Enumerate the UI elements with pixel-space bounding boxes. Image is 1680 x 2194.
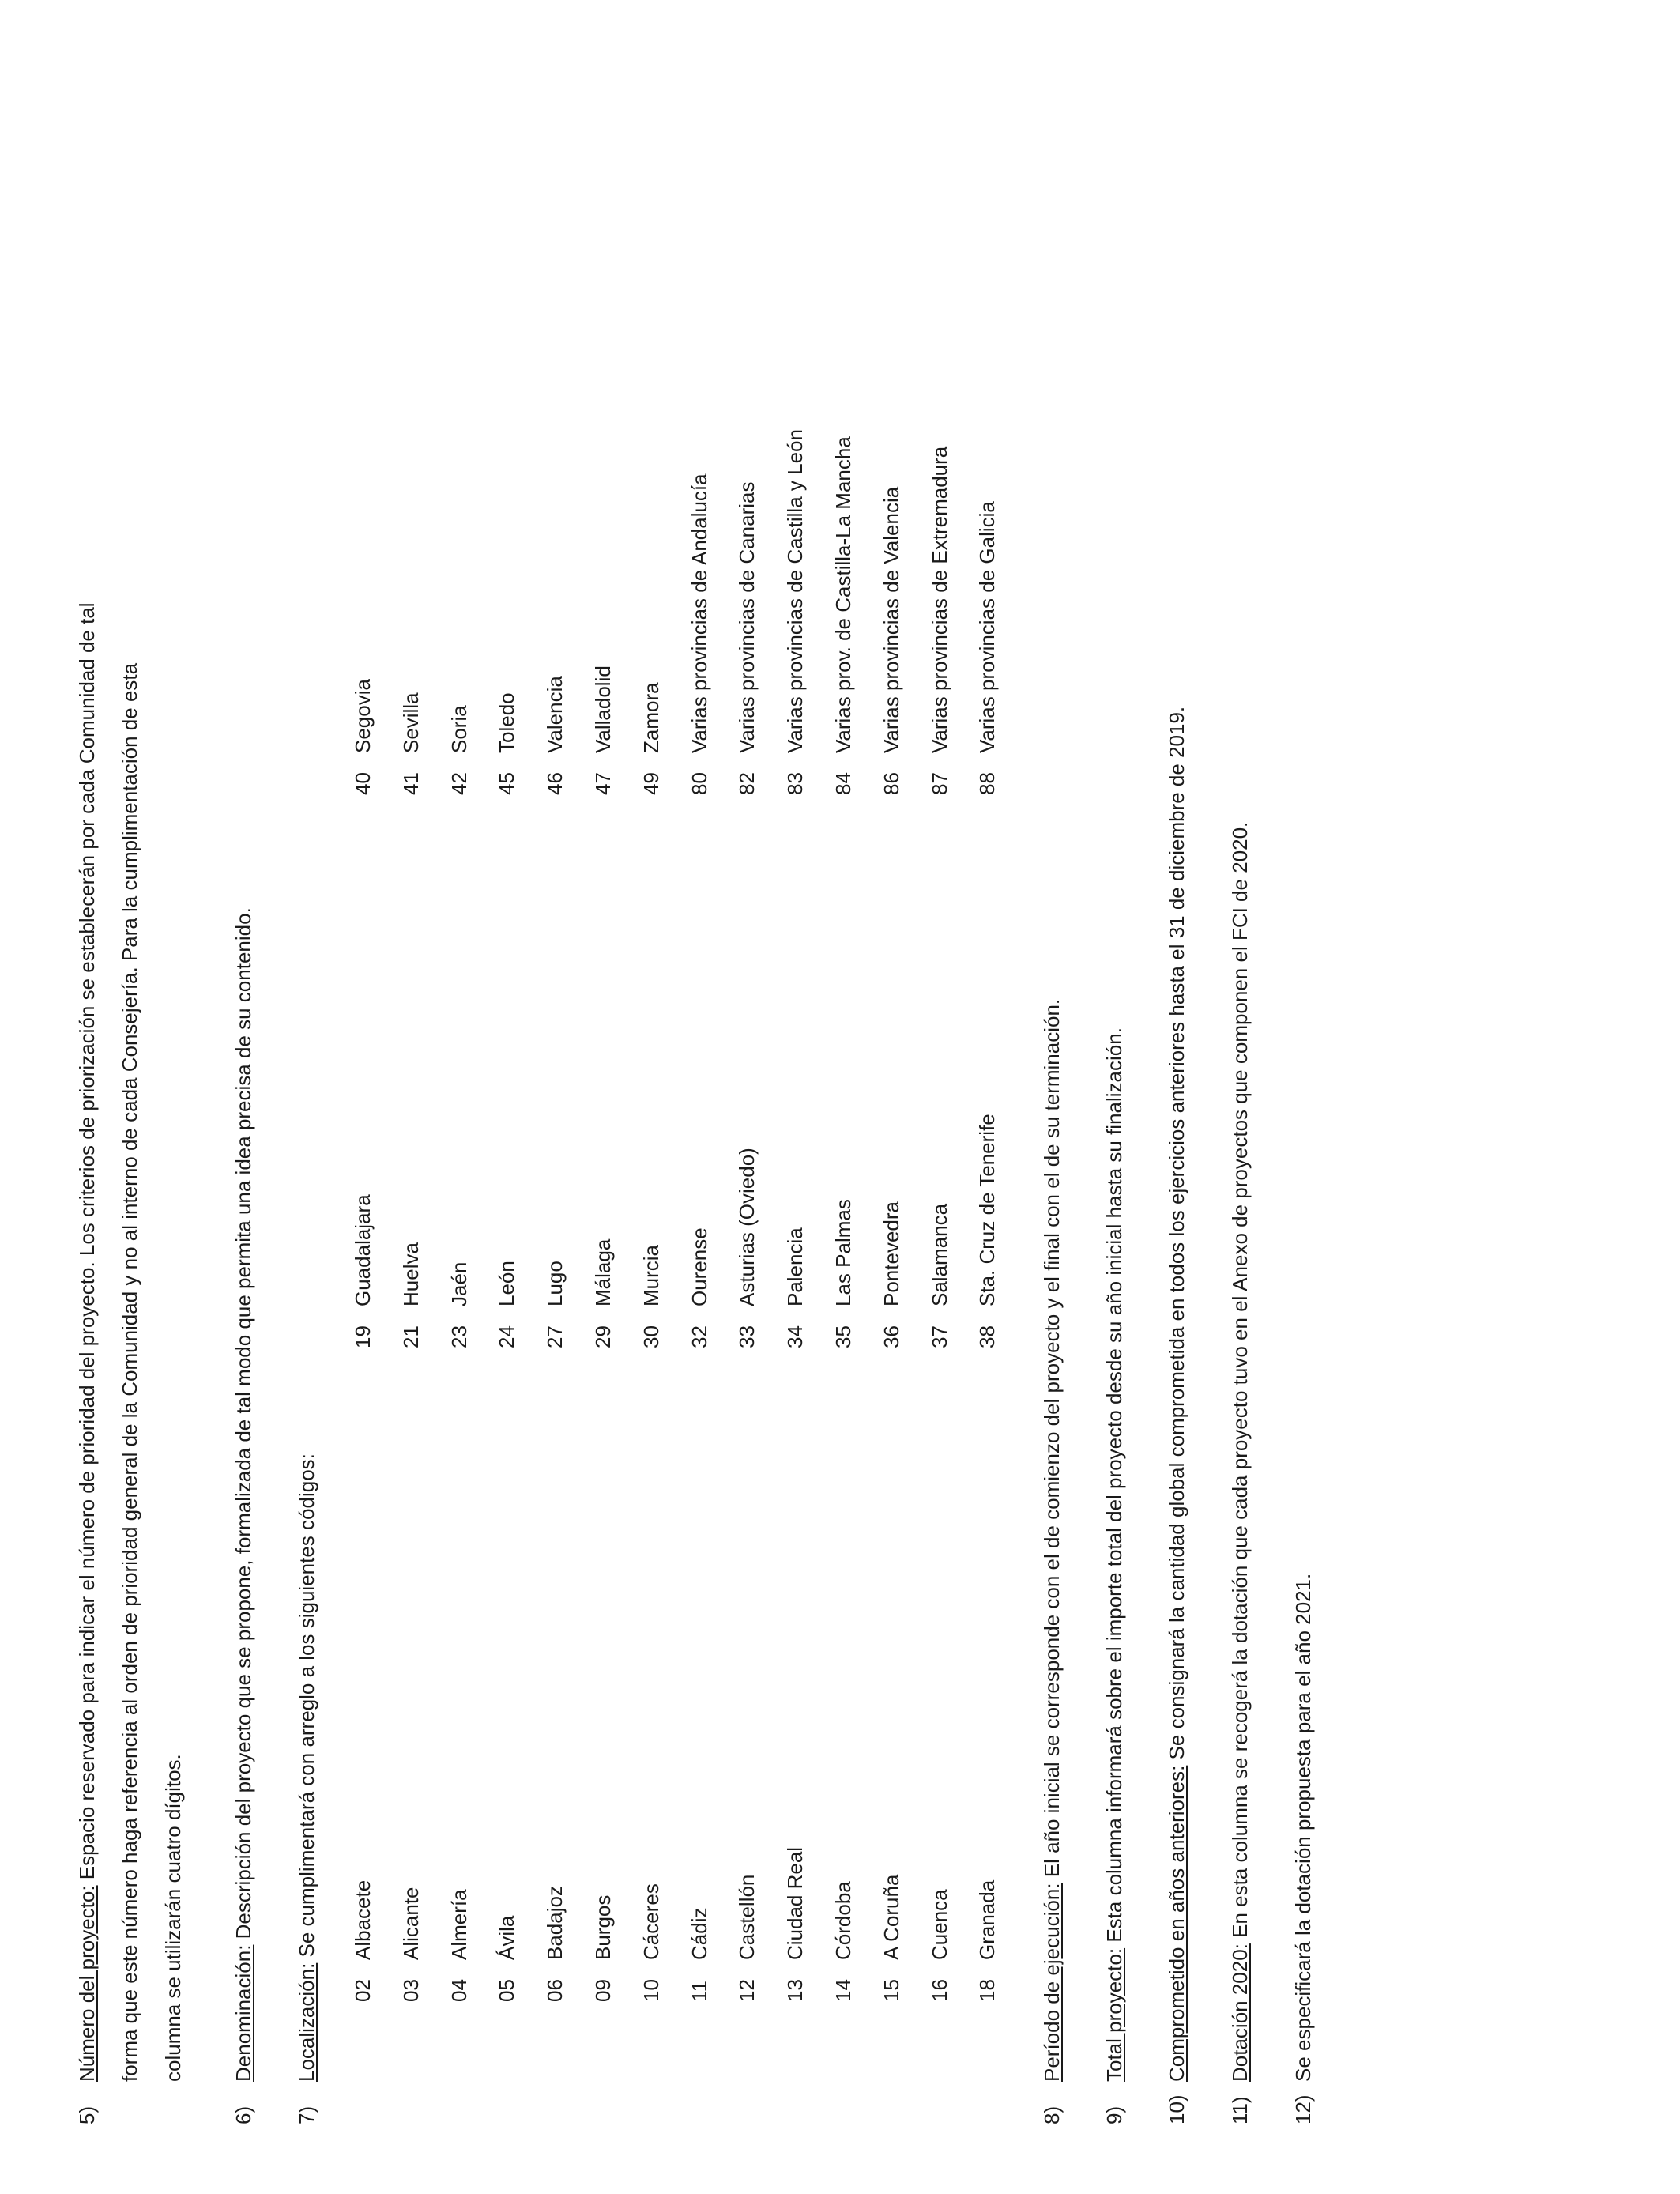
location-name: Ciudad Real — [783, 1846, 807, 1960]
location-code: 16 — [928, 1979, 951, 2002]
item-6-text: Descripción del proyecto que se propone, formalizada de tal modo que permita una idea precisa de su contenido. — [232, 907, 255, 1945]
location-name: Varias provincias de Andalucía — [687, 473, 711, 753]
item-7-number: 7) — [295, 2105, 318, 2124]
location-code: 30 — [639, 1325, 663, 1348]
location-code: 41 — [399, 772, 423, 795]
item-11-line — [1230, 822, 1250, 2082]
item-9-label: Total proyecto: — [1102, 1947, 1126, 2082]
location-name: Varias provincias de Valencia — [880, 486, 903, 753]
location-code: 14 — [831, 1979, 855, 2002]
location-code: 05 — [495, 1979, 518, 2002]
location-name: Soria — [447, 705, 471, 753]
location-code: 87 — [928, 772, 951, 795]
location-name: Salamanca — [928, 1203, 951, 1306]
location-name: Alicante — [399, 1887, 423, 1960]
item-5-label: Número del proyecto: — [75, 1885, 99, 2082]
item-7-text: Se cumplimentará con arreglo a los siguientes códigos: — [295, 1453, 318, 1963]
location-code: 15 — [880, 1979, 903, 2002]
item-11-text: En esta columna se recogerá la dotación que cada proyecto tuvo en el Anexo de proyectos que componen el FCI de 2020. — [1228, 821, 1252, 1944]
location-code: 06 — [543, 1979, 567, 2002]
location-code: 10 — [639, 1979, 663, 2002]
item-9-number: 9) — [1102, 2105, 1126, 2124]
location-code: 86 — [880, 772, 903, 795]
item-8-text: El año inicial se corresponde con el de comienzo del proyecto y el final con el de su terminación. — [1040, 998, 1064, 1883]
location-name: Sta. Cruz de Tenerife — [975, 1114, 999, 1306]
location-name: Pontevedra — [880, 1201, 903, 1306]
location-code: 18 — [975, 1979, 999, 2002]
location-code: 36 — [880, 1325, 903, 1348]
item-9-line — [1104, 1027, 1124, 2082]
location-name: Murcia — [639, 1244, 663, 1306]
item-5-line-2: forma que este número haga referencia al orden de prioridad general de la Comunidad y no al interno de cada Consejería. Para la cumplimentación de esta — [118, 662, 141, 2082]
location-code: 45 — [495, 772, 518, 795]
location-name: Varias provincias de Canarias — [735, 481, 759, 753]
location-code: 83 — [783, 772, 807, 795]
location-code: 88 — [975, 772, 999, 795]
location-name: Cáceres — [639, 1883, 663, 1960]
location-name: Asturias (Oviedo) — [735, 1148, 759, 1306]
location-name: Almería — [447, 1889, 471, 1960]
item-9-text: Esta columna informará sobre el importe total del proyecto desde su año inicial hasta su finalización. — [1102, 1027, 1126, 1948]
item-6-number: 6) — [232, 2105, 255, 2124]
location-code: 37 — [928, 1325, 951, 1348]
location-code: 21 — [399, 1325, 423, 1348]
location-code: 11 — [687, 1981, 711, 2002]
location-name: Ávila — [495, 1915, 518, 1960]
location-code: 42 — [447, 772, 471, 795]
location-name: Albacete — [351, 1879, 375, 1960]
item-7-line — [296, 1453, 317, 2082]
location-code: 27 — [543, 1325, 567, 1348]
item-11-label: Dotación 2020: — [1228, 1943, 1252, 2082]
item-5-text: Espacio reservado para indicar el número de prioridad del proyecto. Los criterios de priorización se establecerán por cada Comunidad de tal — [75, 602, 99, 1886]
location-name: Jaén — [447, 1261, 471, 1306]
location-code: 03 — [399, 1979, 423, 2002]
item-5-number: 5) — [75, 2105, 99, 2124]
location-code: 49 — [639, 772, 663, 795]
location-name: Varias provincias de Castilla y León — [783, 429, 807, 753]
location-code: 80 — [687, 772, 711, 795]
item-6-label: Denominación: — [232, 1944, 255, 2082]
location-code: 13 — [783, 1979, 807, 2002]
location-name: Varias prov. de Castilla-La Mancha — [831, 436, 855, 753]
item-10-line — [1166, 707, 1187, 2082]
item-10-label: Comprometido en años anteriores: — [1165, 1765, 1188, 2082]
item-12-line: Se especificará la dotación propuesta para el año 2021. — [1291, 1573, 1315, 2082]
location-code: 34 — [783, 1325, 807, 1348]
location-code: 24 — [495, 1325, 518, 1348]
location-name: Burgos — [591, 1894, 615, 1960]
item-5-line-1 — [77, 602, 97, 2082]
location-name: Toledo — [495, 692, 518, 753]
location-name: Las Palmas — [831, 1199, 855, 1306]
location-code: 84 — [831, 772, 855, 795]
location-name: Badajoz — [543, 1886, 567, 1960]
location-code: 12 — [735, 1979, 759, 2002]
location-code: 38 — [975, 1325, 999, 1348]
location-code: 32 — [687, 1325, 711, 1348]
location-code: 82 — [735, 772, 759, 795]
location-code: 33 — [735, 1325, 759, 1348]
location-code: 23 — [447, 1325, 471, 1348]
location-code: 47 — [591, 772, 615, 795]
location-name: Castellón — [735, 1874, 759, 1960]
location-name: Varias provincias de Extremadura — [928, 446, 951, 753]
item-8-label: Período de ejecución: — [1040, 1883, 1064, 2082]
location-code: 29 — [591, 1325, 615, 1348]
item-11-number: 11) — [1228, 2096, 1252, 2124]
location-code: 35 — [831, 1325, 855, 1348]
location-name: Ourense — [687, 1227, 711, 1306]
location-name: Cádiz — [687, 1907, 711, 1960]
location-code: 09 — [591, 1979, 615, 2002]
location-name: Valladolid — [591, 665, 615, 753]
location-code: 46 — [543, 772, 567, 795]
location-name: Málaga — [591, 1238, 615, 1306]
location-name: Córdoba — [831, 1881, 855, 1960]
location-name: Huelva — [399, 1242, 423, 1306]
location-name: A Coruña — [880, 1874, 903, 1960]
item-12-number: 12) — [1291, 2094, 1315, 2124]
location-code: 02 — [351, 1979, 375, 2002]
location-name: Zamora — [639, 682, 663, 753]
item-7-label: Localización: — [295, 1962, 318, 2082]
item-5-line-3: columna se utilizarán cuatro dígitos. — [161, 1754, 185, 2082]
location-name: Valencia — [543, 676, 567, 753]
location-name: Granada — [975, 1879, 999, 1960]
location-name: Segovia — [351, 679, 375, 753]
location-code: 40 — [351, 772, 375, 795]
location-name: León — [495, 1261, 518, 1306]
location-name: Varias provincias de Galicia — [975, 501, 999, 753]
location-name: Sevilla — [399, 692, 423, 753]
item-10-number: 10) — [1165, 2094, 1188, 2124]
location-code: 04 — [447, 1979, 471, 2002]
location-code: 19 — [351, 1325, 375, 1348]
item-8-line — [1042, 999, 1062, 2082]
location-name: Lugo — [543, 1261, 567, 1306]
location-name: Guadalajara — [351, 1194, 375, 1306]
location-name: Cuenca — [928, 1889, 951, 1960]
item-8-number: 8) — [1040, 2105, 1064, 2124]
item-10-text: Se consignará la cantidad global comprometida en todos los ejercicios anteriores hasta el 31 de diciembre de 2019. — [1165, 706, 1188, 1766]
item-6-line — [233, 907, 254, 2082]
location-name: Palencia — [783, 1227, 807, 1306]
